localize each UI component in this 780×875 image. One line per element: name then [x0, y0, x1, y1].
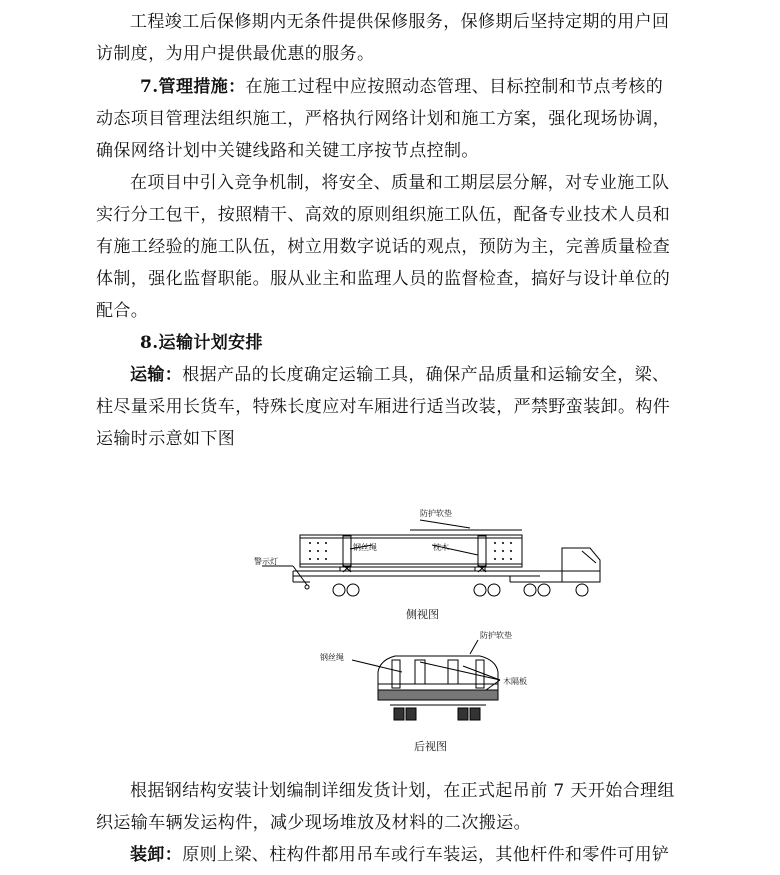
paragraph-text: 根据产品的长度确定运输工具，确保产品质量和运输安全，梁、 [182, 365, 670, 385]
paragraph-line: 体制，强化监督职能。服从业主和监理人员的监督检查，搞好与设计单位的 [96, 269, 671, 289]
label-warning-light: 警示灯 [254, 557, 278, 566]
paragraph-line: 访制度，为用户提供最优惠的服务。 [96, 44, 375, 64]
paragraph-line: 根据钢结构安装计划编制详细发货计划，在正式起吊前 7 天开始合理组 [130, 781, 675, 801]
paragraph-line: 运输时示意如下图 [96, 429, 236, 449]
paragraph-text: 在施工过程中应按照动态管理、目标控制和节点考核的 [245, 77, 664, 97]
paragraph-line: 配合。 [96, 301, 149, 321]
section-heading-8: 8.运输计划安排 [140, 333, 263, 353]
paragraph-line: 有施工经验的施工队伍，树立用数字说话的观点，预防为主，完善质量检查 [96, 237, 671, 257]
paragraph-line: 动态项目管理法组织施工，严格执行网络计划和施工方案，强化现场协调， [96, 109, 671, 129]
paragraph-text: 原则上梁、柱构件都用吊车或行车装运，其他杆件和零件可用铲 [182, 845, 670, 865]
label-steel-rope-rear: 钢丝绳 [320, 653, 344, 662]
paragraph-line: 织运输车辆发运构件，减少现场堆放及材料的二次搬运。 [96, 813, 531, 833]
label-protective-pad-rear: 防护软垫 [480, 631, 512, 640]
paragraph-line: 确保网络计划中关键线路和关键工序按节点控制。 [96, 141, 479, 161]
paragraph-line: 工程竣工后保修期内无条件提供保修服务，保修期后坚持定期的用户回 [130, 12, 670, 32]
caption-side-view: 侧视图 [406, 608, 439, 621]
paragraph-line: 柱尽量采用长货车，特殊长度应对车厢进行适当改装，严禁野蛮装卸。构件 [96, 397, 671, 417]
paragraph-line [130, 845, 780, 865]
caption-rear-view: 后视图 [414, 740, 447, 753]
steel-member-side [300, 535, 522, 567]
paragraph-line: 实行分工包干，按照精干、高效的原则组织施工队伍，配备专业技术人员和 [96, 205, 671, 225]
label-protective-pad-side: 防护软垫 [420, 509, 452, 518]
label-sleeper: 枕木 [433, 543, 449, 552]
label-steel-rope-side: 钢丝绳 [353, 543, 377, 552]
label-wood-board: 木隔板 [503, 677, 527, 686]
paragraph-line: 在项目中引入竞争机制，将安全、质量和工期层层分解，对专业施工队 [130, 173, 670, 193]
inline-heading-loading: 装卸： [130, 845, 183, 865]
section-heading-7: 7.管理措施： [140, 77, 246, 97]
inline-heading-transport: 运输： [130, 365, 183, 385]
